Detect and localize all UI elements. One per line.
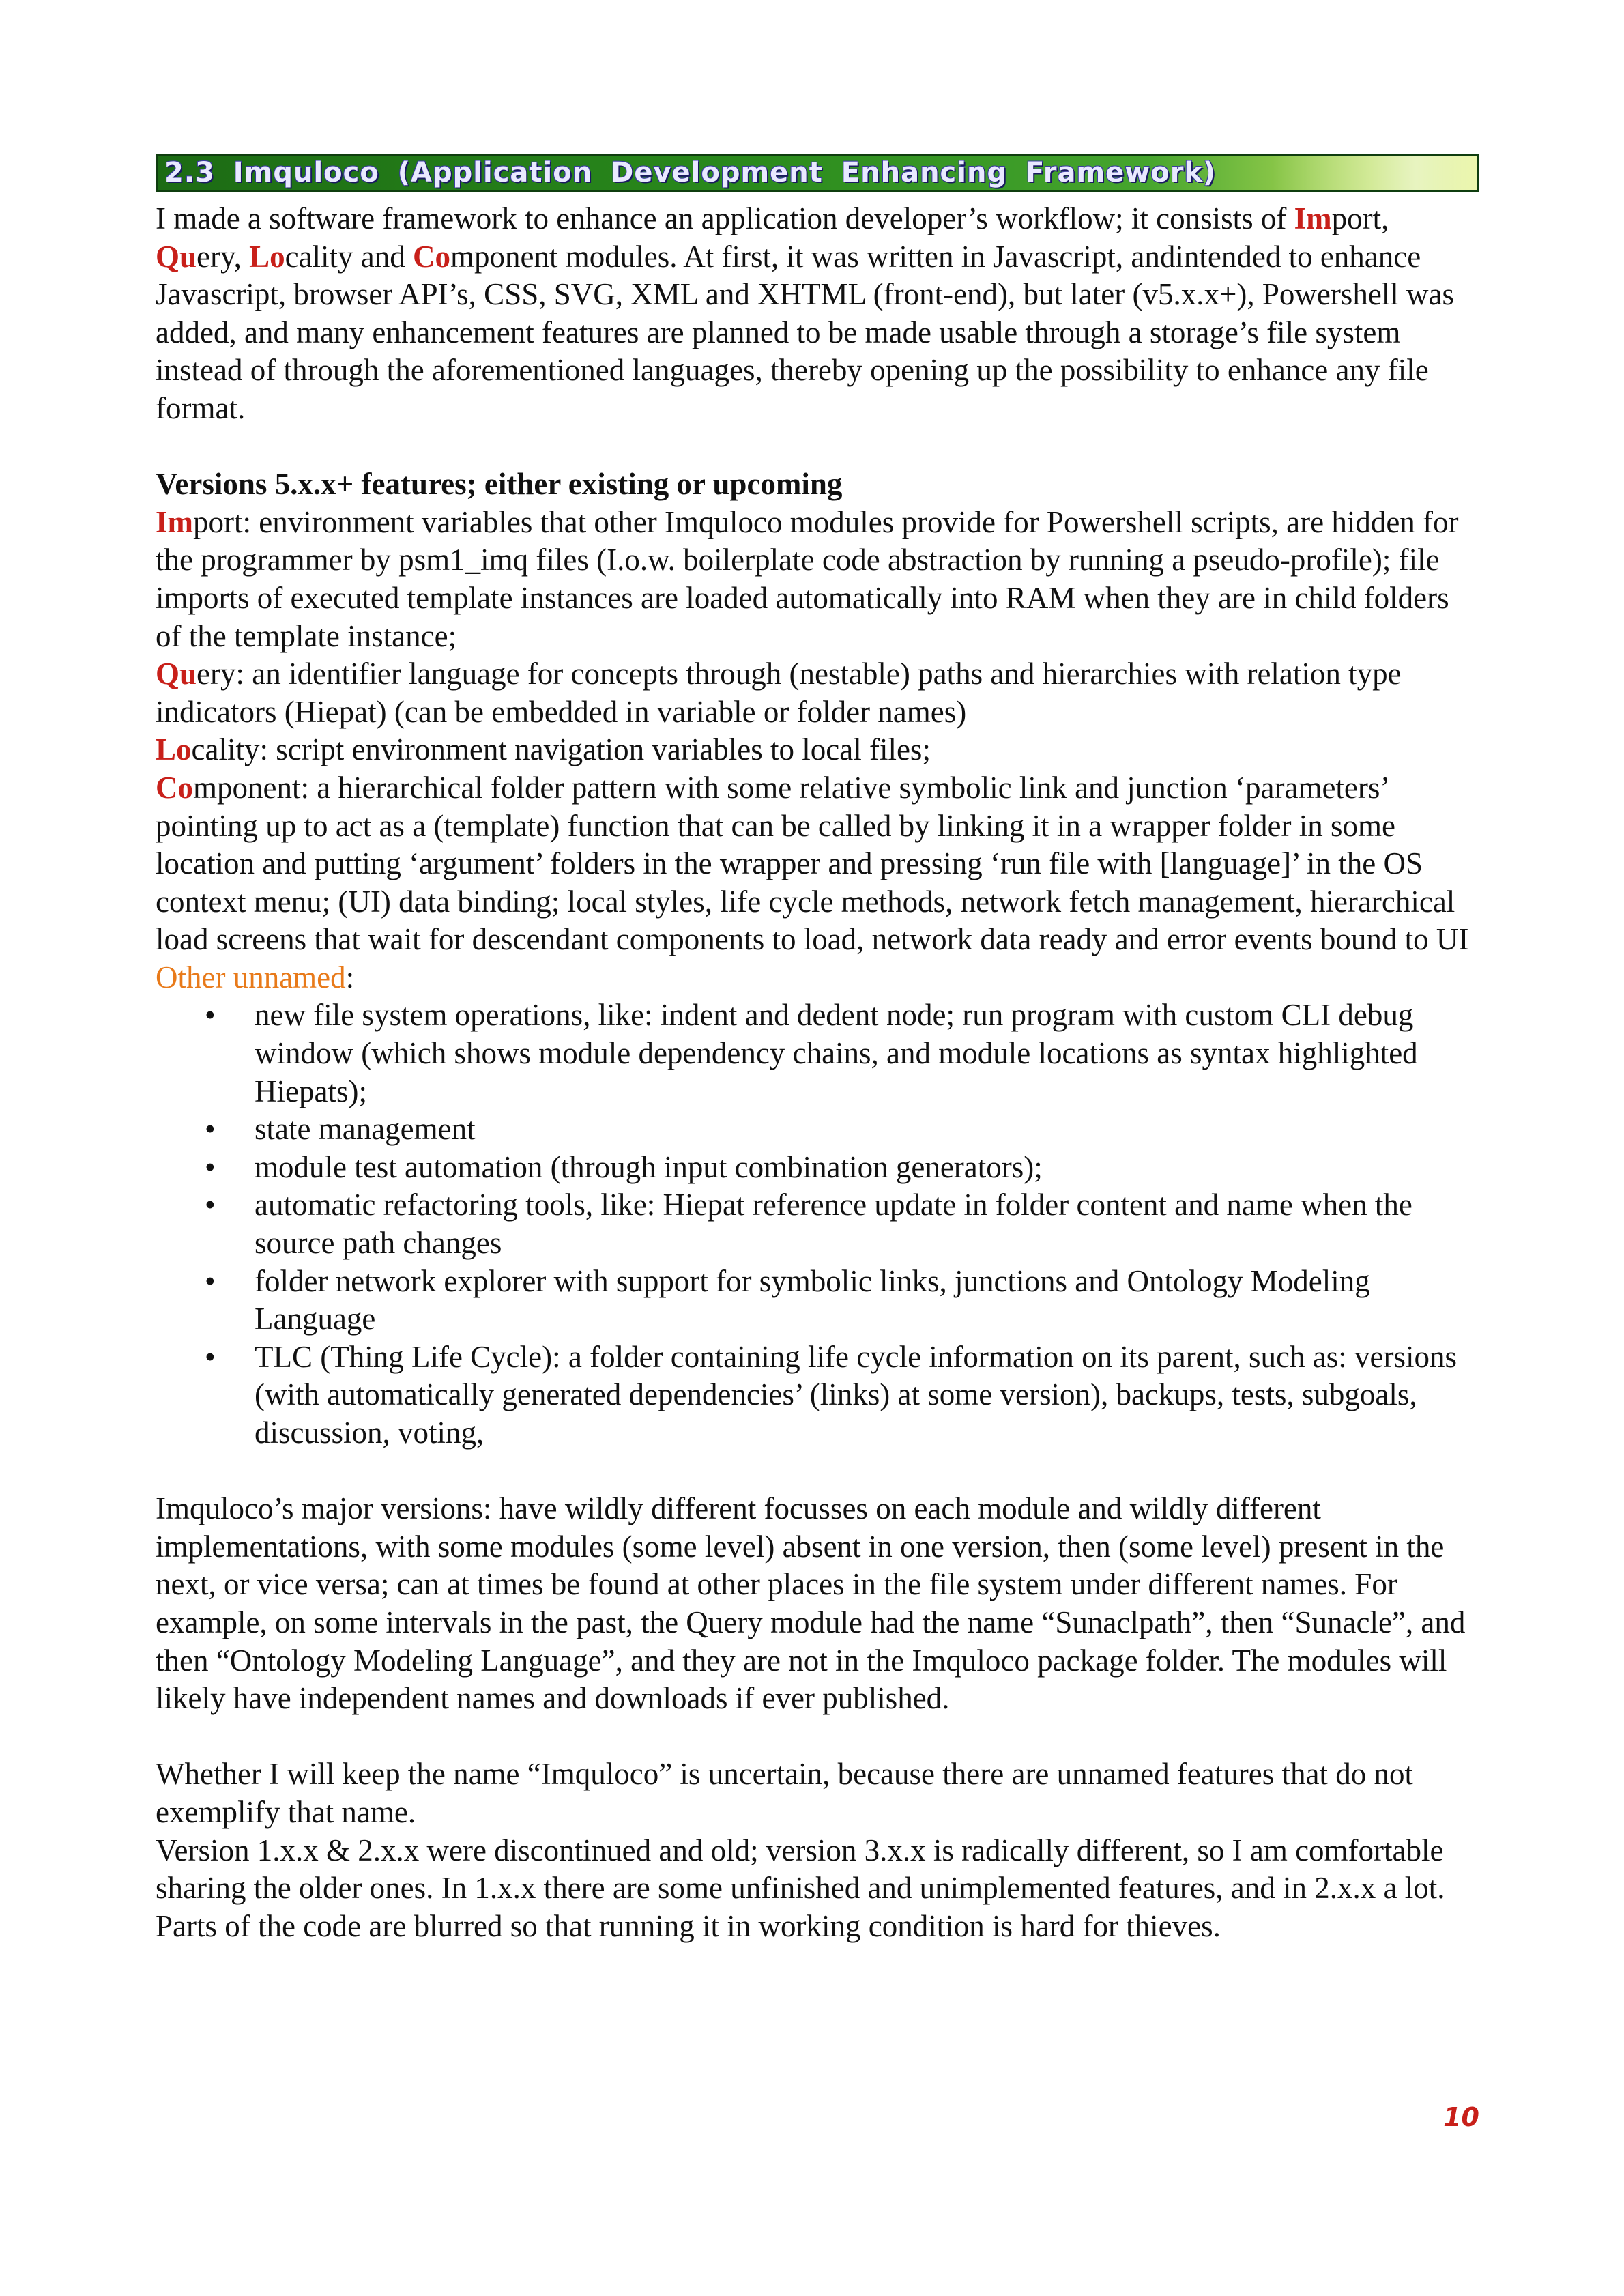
bullet-glyph: •: [205, 1149, 216, 1184]
intro-import-highlight: Im: [1294, 201, 1332, 235]
section-heading-bar: [156, 154, 1479, 192]
feature-import-highlight: Im: [156, 504, 193, 539]
list-item: [156, 1338, 1479, 1452]
list-item-text: new file system operations, like: indent and dedent node; run program with custom CLI debug window (which shows module dependency chains, and module locations as syntax highlighted Hiepats);: [255, 998, 1418, 1108]
list-item-text: folder network explorer with support for symbolic links, junctions and Ontology Modeling Language: [255, 1263, 1370, 1336]
intro-query-rest: ery,: [197, 239, 250, 274]
paragraph-gap: [156, 1452, 1479, 1491]
feature-query: [156, 655, 1479, 731]
other-unnamed-text: Other unnamed: [156, 960, 346, 994]
paragraph-gap: [156, 428, 1479, 466]
list-item: [156, 1149, 1479, 1187]
heading-bar-shine: [1273, 156, 1477, 190]
list-item: [156, 1263, 1479, 1338]
feature-query-highlight: Qu: [156, 657, 197, 691]
list-item: [156, 996, 1479, 1110]
feature-query-text: ery: an identifier language for concepts through (nestable) paths and hierarchies with relation type indicators (Hiepat) (can be embedded in variable or folder names): [156, 657, 1402, 729]
feature-import-text: port: environment variables that other Imquloco modules provide for Powershell scripts, are hidden for the programmer by psm1_imq files (I.o.w. boilerplate code abstraction by running a pseudo-profile); file imports of executed template instances are loaded automatically into RAM when they are in child folders of the template instance;: [156, 504, 1459, 653]
feature-component-highlight: Co: [156, 770, 193, 805]
feature-component-text: mponent: a hierarchical folder pattern with some relative symbolic link and junction ‘parameters’ pointing up to act as a (template) function that can be called by linking it in a wrapper folder in some location and putting ‘argument’ folders in the wrapper and pressing ‘run file with [language]’ in the OS context menu; (UI) data binding; local styles, life cycle methods, network fetch management, hierarchical load screens that wait for descendant components to load, network data ready and error events bound to UI: [156, 770, 1469, 957]
intro-lead: I made a software framework to enhance an application developer’s workflow; it consists of: [156, 201, 1294, 235]
intro-locality-highlight: Lo: [249, 239, 285, 274]
intro-locality-rest: cality and: [285, 239, 414, 274]
bullet-glyph: •: [205, 1112, 216, 1147]
feature-locality-highlight: Lo: [156, 732, 192, 767]
feature-locality: [156, 731, 1479, 769]
features-heading: Versions 5.x.x+ features; either existing or upcoming: [156, 467, 843, 502]
major-versions-paragraph: Imquloco’s major versions: have wildly different focusses on each module and wildly different implementations, with some modules (some level) absent in one version, then (some level) present in the next, or vice versa; can at times be found at other places in the file system under different names. For example, on some intervals in the past, the Query module had the name “Sunaclpath”, then “Sunacle”, and then “Ontology Modeling Language”, and they are not in the Imquloco package folder. The modules will likely have independent names and downloads if ever published.: [156, 1491, 1466, 1716]
list-item-text: TLC (Thing Life Cycle): a folder containing life cycle information on its parent, such as: versions (with automatically generated dependencies’ (links) at some version), backups, tests, subgoals, discussion, voting,: [255, 1339, 1457, 1450]
intro-query-highlight: Qu: [156, 239, 197, 274]
section-title: 2.3 Imquloco (Application Development Enhancing Framework): [164, 157, 1217, 188]
bullet-glyph: •: [205, 998, 216, 1033]
name-note-paragraph: Whether I will keep the name “Imquloco” is uncertain, because there are unnamed features that do not exemplify that name.: [156, 1757, 1413, 1829]
feature-component: [156, 769, 1479, 959]
feature-locality-text: cality: script environment navigation variables to local files;: [191, 732, 931, 767]
list-item-text: module test automation (through input combination generators);: [255, 1149, 1043, 1184]
bullet-glyph: •: [205, 1188, 216, 1222]
list-item: [156, 1110, 1479, 1149]
other-unnamed-colon: :: [345, 960, 355, 994]
old-versions-paragraph: Version 1.x.x & 2.x.x were discontinued and old; version 3.x.x is radically different, so I am comfortable sharing the older ones. In 1.x.x there are some unfinished and unimplemented features, and in 2.x.x a lot. Parts of the code are blurred so that running it in working condition is hard for thieves.: [156, 1833, 1445, 1943]
intro-component-rest: mponent modules. At first, it was written in Javascript, andintended to enhance Javascript, browser API’s, CSS, SVG, XML and XHTML (front-end), but later (v5.x.x+), Powershell was added, and many enhancement features are planned to be made usable through a storage’s file system instead of through the aforementioned languages, thereby opening up the possibility to enhance any file format.: [156, 239, 1455, 425]
page-number: 10: [1443, 2102, 1479, 2132]
bullet-glyph: •: [205, 1263, 216, 1298]
feature-import: [156, 504, 1479, 655]
other-unnamed-label: [156, 959, 1479, 997]
list-item-text: state management: [255, 1112, 476, 1147]
page-content: [156, 154, 1479, 1945]
intro-import-rest: port,: [1331, 201, 1389, 235]
intro-paragraph: [156, 200, 1479, 428]
paragraph-gap: [156, 1718, 1479, 1756]
intro-component-highlight: Co: [413, 239, 451, 274]
other-features-list: [156, 996, 1479, 1452]
list-item: [156, 1186, 1479, 1262]
bullet-glyph: •: [205, 1339, 216, 1374]
list-item-text: automatic refactoring tools, like: Hiepat reference update in folder content and name when the source path changes: [255, 1188, 1412, 1261]
